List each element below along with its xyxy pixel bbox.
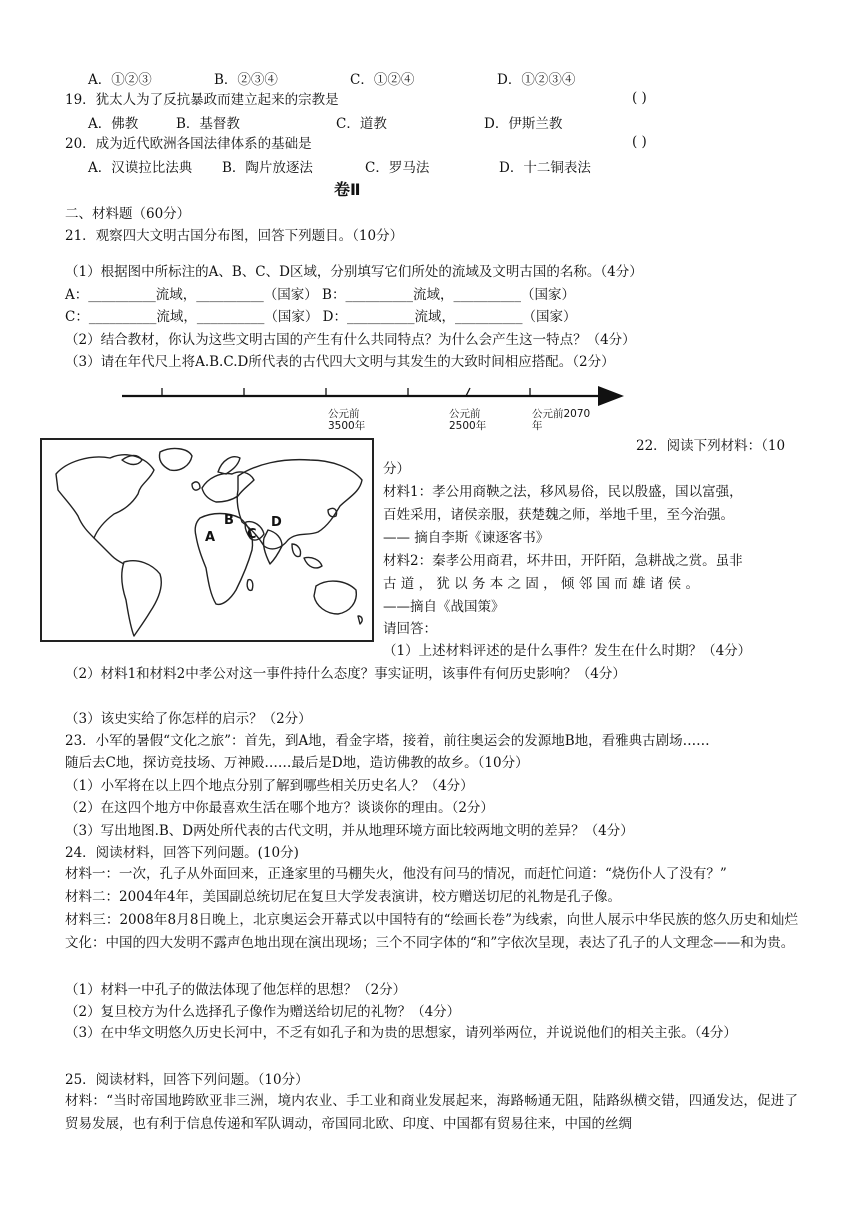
q22-material2-line2: 古 道 ， 犹 以 务 本 之 固 ， 倾 邻 国 而 雄 诸 侯 。 bbox=[383, 576, 699, 592]
q20-option-a: A．汉谟拉比法典 bbox=[88, 160, 193, 176]
q21-sub2: （2）结合教材，你认为这些文明古国的产生有什么共同特点？为什么会产生这一特点？（4分） bbox=[65, 332, 636, 348]
q23-sub1: （1）小军将在以上四个地点分别了解到哪些相关历史名人？（4分） bbox=[65, 778, 474, 794]
q22-material2-line1: 材料2：秦孝公用商君，坏井田，开阡陌，急耕战之赏。虽非 bbox=[383, 553, 743, 569]
option-b: B．②③④ bbox=[214, 72, 278, 88]
q25-material: 材料：“当时帝国地跨欧亚非三洲，境内农业、手工业和商业发展起来，海路畅通无阻，陆路纵横交错，四通发达，促进了贸易发展，也有利于信息传递和军队调动，帝国同北欧、印度、中国都有贸易往来，中国的丝绸 bbox=[65, 1093, 798, 1132]
timeline-axis bbox=[118, 380, 628, 410]
q22-sub3: （3）该史实给了你怎样的启示？（2分） bbox=[65, 711, 312, 727]
tick-5 bbox=[466, 388, 470, 396]
q22-material1-line2: 百姓采用，诸侯亲服，获楚魏之师，举地千里，至今治强。 bbox=[383, 507, 734, 523]
world-map bbox=[40, 438, 374, 642]
q25-stem: 25．阅读材料，回答下列问题。（10分） bbox=[65, 1072, 309, 1088]
q22-sub2: （2）材料1和材料2中孝公对这一事件持什么态度？事实证明，该事件有何历史影响？（4分） bbox=[65, 666, 626, 682]
q20-option-b: B．陶片放逐法 bbox=[222, 160, 313, 176]
region-label-b: B bbox=[224, 513, 234, 528]
q24-stem: 24．阅读材料，回答下列问题。(10分) bbox=[65, 845, 299, 861]
q20-option-d: D．十二铜表法 bbox=[499, 160, 591, 176]
q20-answer-paren: ( ) bbox=[632, 134, 647, 150]
q22-stem-a: 22．阅读下列材料：（10 bbox=[636, 438, 786, 454]
q19-option-b: B．基督教 bbox=[176, 116, 240, 132]
q22-sub1: （1）上述材料评述的是什么事件？发生在什么时期？（4分） bbox=[383, 643, 752, 659]
q21-stem: 21．观察四大文明古国分布图，回答下列题目。（10分） bbox=[65, 228, 404, 244]
q20-stem: 20．成为近代欧洲各国法律体系的基础是 bbox=[65, 136, 312, 152]
q22-material2-source: ——摘自《战国策》 bbox=[383, 599, 505, 615]
q23-stem-line1: 23．小军的暑假“文化之旅”：首先，到A地，看金字塔，接着，前往奥运会的发源地B地，看雅典古剧场…… bbox=[65, 733, 710, 749]
q23-sub2: （2）在这四个地方中你最喜欢生活在哪个地方？谈谈你的理由。（2分） bbox=[65, 800, 494, 816]
option-d: D．①②③④ bbox=[497, 72, 576, 88]
q19-stem: 19．犹太人为了反抗暴政而建立起来的宗教是 bbox=[65, 92, 339, 108]
q19-option-a: A．佛教 bbox=[88, 116, 139, 132]
q19-option-c: C．道教 bbox=[336, 116, 387, 132]
region-label-a: A bbox=[205, 530, 216, 545]
q21-sub1: （1）根据图中所标注的A、B、C、D区域，分别填写它们所处的流域及文明古国的名称。（4分） bbox=[65, 264, 643, 280]
world-map-drawing bbox=[42, 440, 372, 640]
q22-stem-b: 分） bbox=[383, 461, 410, 477]
q24-sub2: （2）复旦校方为什么选择孔子像作为赠送给切尼的礼物？（4分） bbox=[65, 1004, 461, 1020]
q19-answer-paren: ( ) bbox=[632, 90, 647, 106]
timeline-label-1: 公元前 3500年 bbox=[328, 408, 366, 432]
q24-material1: 材料一：一次，孔子从外面回来，正逢家里的马棚失火，他没有问马的情况，而赶忙问道：“烧伤仆人了没有？” bbox=[65, 866, 727, 882]
region-label-d: D bbox=[271, 515, 282, 530]
q23-sub3: （3）写出地图.B、D两处所代表的古代文明，并从地理环境方面比较两地文明的差异？（4分） bbox=[65, 823, 634, 839]
section-heading: 二、材料题（60分） bbox=[65, 206, 191, 222]
q22-material1-line1: 材料1：孝公用商鞅之法，移风易俗，民以殷盛，国以富强， bbox=[383, 484, 743, 500]
volume-title: 卷Ⅱ bbox=[334, 180, 361, 199]
q22-material1-source: —— 摘自李斯《谏逐客书》 bbox=[383, 530, 550, 546]
timeline-label-3: 公元前2070 年 bbox=[532, 408, 591, 432]
q20-option-c: C．罗马法 bbox=[365, 160, 430, 176]
q22-ask: 请回答： bbox=[383, 621, 437, 637]
option-a: A．①②③ bbox=[88, 72, 152, 88]
q19-option-d: D．伊斯兰教 bbox=[484, 116, 563, 132]
q21-fill-cd: C：__________流域，__________（国家） D：__________流域，__________（国家） bbox=[65, 309, 577, 325]
timeline-label-2: 公元前 2500年 bbox=[449, 408, 487, 432]
q21-fill-ab: A：__________流域，__________（国家） B：__________流域，__________（国家） bbox=[65, 287, 575, 303]
region-label-c: C bbox=[247, 527, 257, 542]
q24-sub3: （3）在中华文明悠久历史长河中，不乏有如孔子和为贵的思想家，请列举两位，并说说他们的相关主张。（4分） bbox=[65, 1025, 737, 1041]
q24-material2: 材料二：2004年4年，美国副总统切尼在复旦大学发表演讲，校方赠送切尼的礼物是孔子像。 bbox=[65, 889, 621, 905]
q24-sub1: （1）材料一中孔子的做法体现了他怎样的思想？（2分） bbox=[65, 982, 407, 998]
option-c: C．①②④ bbox=[350, 72, 415, 88]
q23-stem-line2: 随后去C地，探访竞技场、万神殿……最后是D地，造访佛教的故乡。（10分） bbox=[65, 755, 529, 771]
q24-material3: 材料三：2008年8月8日晚上，北京奥运会开幕式以中国特有的“绘画长卷”为线索，向世人展示中华民族的悠久历史和灿烂文化：中国的四大发明不露声色地出现在演出现场；三个不同字体的“和”字依次呈现，表达了孔子的人文理念——和为贵。 bbox=[65, 912, 798, 951]
q21-sub3: （3）请在年代尺上将A.B.C.D所代表的古代四大文明与其发生的大致时间相应搭配。（2分） bbox=[65, 354, 615, 370]
